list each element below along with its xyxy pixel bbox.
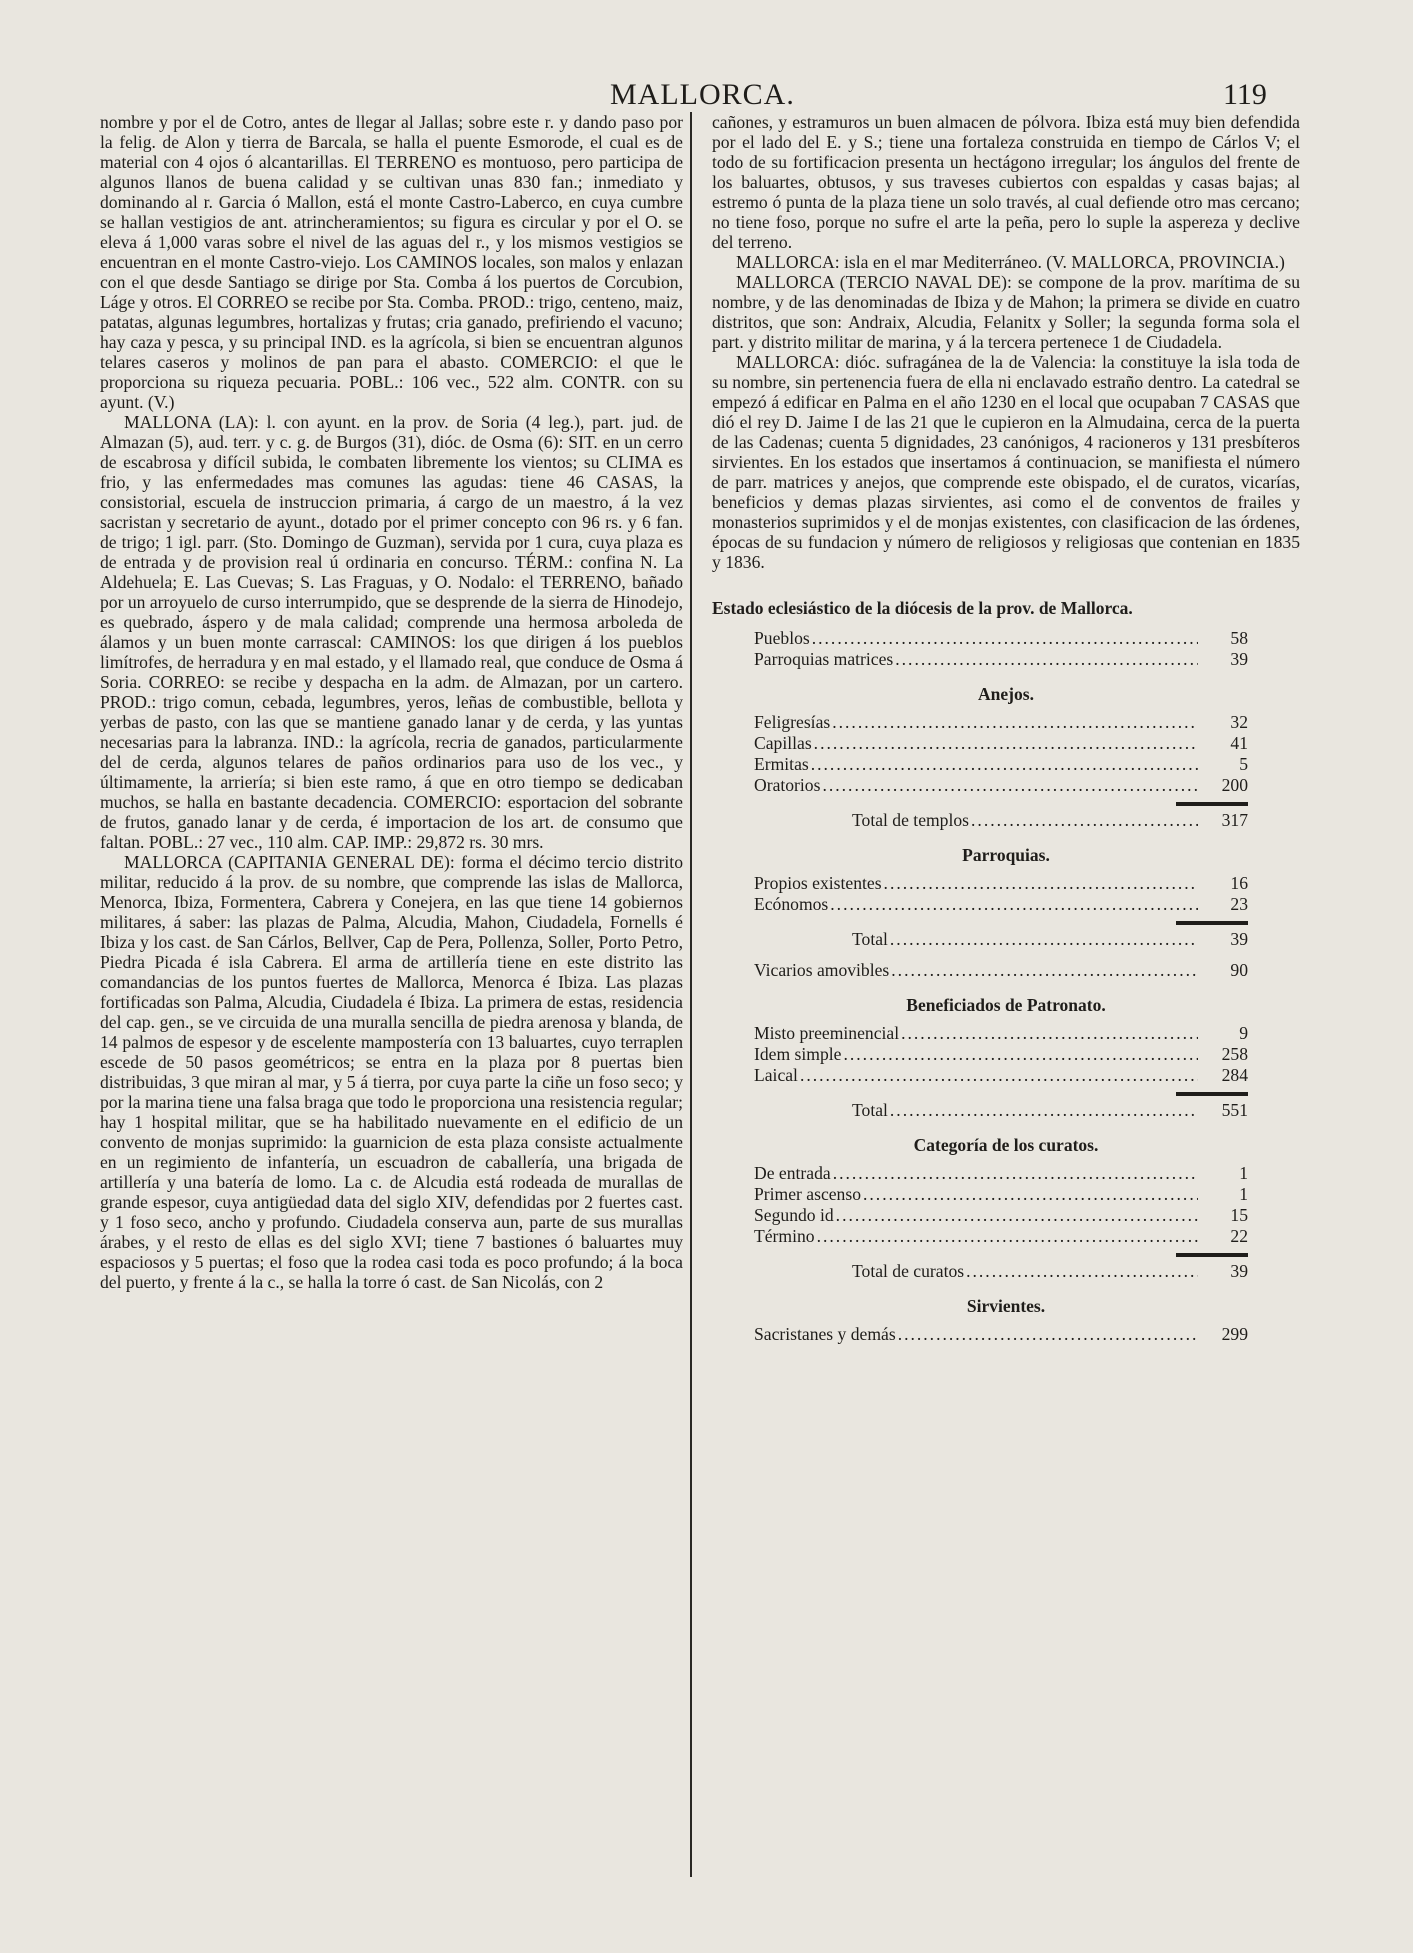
row-value: 9 — [1239, 1023, 1248, 1043]
table-row — [754, 1023, 1248, 1044]
table-row — [754, 1324, 1248, 1345]
entry-continuation-right: cañones, y estramuros un buen almacen de pólvora. Ibiza está muy bien defendida por el lado del E. y S.; tiene una fortaleza construida en tiempo de Cárlos V; el todo de su fortificacion presenta un hectágono irregular; los ángulos del frente de los baluartes, obtusos, y sus traveses cubiertos con espaldas y casas bajas; al estremo ó punta de la plaza tiene un solo través, al cual defiende otro mas cercano; no tiene foso, porque no sufre el arte la peña, pero lo suple la aspereza y declive del terreno. — [712, 112, 1300, 252]
table-row — [754, 960, 1248, 981]
right-column — [712, 112, 1300, 1345]
row-label: Vicarios amovibles — [754, 960, 890, 980]
row-label: Capillas — [754, 733, 812, 753]
table-row — [754, 628, 1248, 649]
row-value: 1 — [1239, 1184, 1248, 1204]
row-label: Feligresías — [754, 712, 831, 732]
table-row — [754, 1226, 1248, 1247]
row-label: Sacristanes y demás — [754, 1324, 896, 1344]
table-row — [754, 754, 1248, 775]
row-label: Laical — [754, 1065, 798, 1085]
row-value: 58 — [1230, 628, 1248, 648]
row-label: Propios existentes — [754, 873, 882, 893]
page-title: MALLORCA. — [610, 78, 795, 111]
total-value: 317 — [1221, 810, 1248, 830]
row-label: De entrada — [754, 1163, 831, 1183]
table-row — [754, 1065, 1248, 1086]
total-row — [852, 1100, 1248, 1121]
entry-mallorca-isla: MALLORCA: isla en el mar Mediterráneo. (V. MALLORCA, PROVINCIA.) — [736, 252, 1285, 272]
total-label: Total — [852, 929, 888, 949]
row-value: 16 — [1230, 873, 1248, 893]
row-value: 284 — [1221, 1065, 1248, 1085]
entry-mallorca-tercio-naval: MALLORCA (TERCIO NAVAL DE): se compone de la prov. marítima de su nombre, y de las denominadas de Ibiza y de Mahon; la primera se divide en cuatro distritos, que son: Andraix, Alcudia, Felanitx y Soller; la segunda forma sola el part. y distrito militar de marina, y á la tercera pertenece 1 de Ciudadela. — [712, 272, 1300, 352]
section-heading: Parroquias. — [962, 845, 1050, 865]
table-row — [754, 649, 1248, 670]
section-heading: Categoría de los curatos. — [913, 1135, 1099, 1155]
left-column — [100, 112, 683, 1292]
entry-mallona: MALLONA (LA): l. con ayunt. en la prov. de Soria (4 leg.), part. jud. de Almazan (5), aud. terr. y c. g. de Burgos (31), dióc. de Osma (6): SIT. en un cerro de escabrosa y difícil subida, le combaten libremente los vientos; su CLIMA es frio, y las enfermedades mas comunes las agudas: tiene 46 CASAS, la consistorial, escuela de instruccion primaria, á cargo de un maestro, á la vez sacristan y secretario de ayunt., dotado por el primer concepto con 96 rs. y 6 fan. de trigo; 1 igl. parr. (Sto. Domingo de Guzman), servida por 1 cura, cuya plaza es de entrada y de provision real ú ordinaria en concurso. TÉRM.: confina N. La Aldehuela; E. Las Cuevas; S. Las Fraguas, y O. Nodalo: el TERRENO, bañado por un arroyuelo de curso interrumpido, que se desprende de la sierra de Hinodejo, es quebrado, áspero y de mala calidad; comprende una hermosa arboleda de álamos y un buen monte carrascal: CAMINOS: los que dirigen á los pueblos limítrofes, de herradura y en mal estado, y el llamado real, que conduce de Osma á Soria. CORREO: se recibe y despacha en la adm. de Almazan, por un cartero. PROD.: trigo comun, cebada, legumbres, yeros, leñas de combustible, bellota y yerbas de pasto, con las que se mantiene ganado lanar y de cerda, y las yuntas necesarias para la labranza. IND.: la agrícola, recria de ganados, particularmente del de cerda, algunos telares de paños ordinarios para uso de los vec., y últimamente, la arriería; si bien este ramo, á que en otro tiempo se dedicaban muchos, se halla en bastante decadencia. COMERCIO: esportacion del sobrante de frutos, ganado lanar y de cerda, é importacion de los art. de consumo que faltan. POBL.: 27 vec., 110 alm. CAP. IMP.: 29,872 rs. 30 mrs. — [100, 412, 683, 852]
table-row — [754, 873, 1248, 894]
row-label: Idem simple — [754, 1044, 842, 1064]
entry-mallorca-capitania: MALLORCA (CAPITANIA GENERAL DE): forma el décimo tercio distrito militar, reducido á la prov. de su nombre, que comprende las islas de Mallorca, Menorca, Ibiza, Formentera, Cabrera y Conejera, en las que tiene 14 gobiernos militares, á saber: las plazas de Palma, Alcudia, Mahon, Ciudadela, Fornells é Ibiza y los cast. de San Cárlos, Bellver, Cap de Pera, Pollenza, Soller, Porto Petro, Piedra Picada é isla Cabrera. El arma de artillería tiene en este distrito las comandancias de los puntos fuertes de Mallorca, Menorca é Ibiza. Las plazas fortificadas son Palma, Alcudia, Ciudadela é Ibiza. La primera de estas, residencia del cap. gen., se ve circuida de una muralla sencilla de piedra arenosa y blanda, de 14 palmos de espesor y de escelente mampostería con 13 baluartes, cuyo terraplen escede de 50 pasos geométricos; se entra en la plaza por 8 puertas bien distribuidas, 3 que miran al mar, y 5 á tierra, por cuya parte la ciñe un foso seco; y por la marina tiene una falsa braga que todo le proporciona una resistencia regular; hay 1 hospital militar, que se ha habilitado nuevamente en el edificio de un convento de monjas suprimido: la guarnicion de esta plaza consiste actualmente en un regimiento de infantería, un escuadron de caballería, una brigada de artillería y una batería de lomo. La c. de Alcudia está rodeada de murallas de grande espesor, cuya antigüedad data del siglo XIV, defendidas por 2 fuertes cast. y 1 foso seco, ancho y profundo. Ciudadela conserva aun, parte de sus murallas árabes, y el resto de ellas es del siglo XVI; tiene 7 bastiones ó baluartes muy espaciosos y 5 puertas; el foso que la rodea casi toda es poco profundo; á la boca del puerto, y frente á la c., se halla la torre ó cast. de San Nicolás, con 2 — [100, 852, 683, 1292]
total-value: 39 — [1230, 929, 1248, 949]
total-row — [852, 810, 1248, 831]
ecclesiastical-table — [712, 598, 1300, 1345]
row-label: Primer ascenso — [754, 1184, 861, 1204]
entry-mallorca-diocesis: MALLORCA: dióc. sufragánea de la de Valencia: la constituye la isla toda de su nombre, sin pertenencia fuera de ella ni enclavado estraño dentro. La catedral se empezó á edificar en Palma en el año 1230 en el local que ocupaban 7 CASAS que dió el rey D. Jaime I de las 21 que le cupieron en la Almudaina, cerca de la puerta de las Cadenas; cuenta 5 dignidades, 23 canónigos, 4 racioneros y 131 presbíteros sirvientes. En los estados que insertamos á continuacion, se manifiesta el número de parr. matrices y anejos, que comprende este obispado, el de curatos, vicarías, beneficios y demas plazas sirvientes, asi como el de conventos de frailes y monasterios suprimidos y el de monjas existentes, con clasificacion de las órdenes, épocas de su fundacion y número de religiosos y religiosas que contenian en 1835 y 1836. — [712, 352, 1300, 572]
row-value: 15 — [1230, 1205, 1248, 1225]
page-header — [0, 78, 1413, 110]
table-row — [754, 1205, 1248, 1226]
total-row — [852, 1261, 1248, 1282]
total-label: Total — [852, 1100, 888, 1120]
table-row — [754, 1184, 1248, 1205]
table-row — [754, 733, 1248, 754]
row-value: 32 — [1230, 712, 1248, 732]
page-number: 119 — [1223, 78, 1267, 111]
row-value: 258 — [1221, 1044, 1248, 1064]
row-value: 41 — [1230, 733, 1248, 753]
section-heading: Anejos. — [978, 684, 1034, 704]
total-rule — [1176, 1253, 1248, 1257]
row-value: 299 — [1221, 1324, 1248, 1344]
total-label: Total de curatos — [852, 1261, 965, 1281]
entry-continuation-text: nombre y por el de Cotro, antes de llegar al Jallas; sobre este r. y dando paso por la felig. de Alon y tierra de Barcala, se halla el puente Esmorode, el cual es de material con 4 ojos ó alcantarillas. El TERRENO es montuoso, pero participa de algunos llanos de buena calidad y se cultivan unas 830 fan.; inmediato y dominando al r. Garcia ó Mallon, está el monte Castro-Laberco, en cuya cumbre se hallan vestigios de ant. atrincheramientos; su figura es circular y por el O. se eleva á 1,000 varas sobre el nivel de las aguas del r., y los mismos vestigios se encuentran en el monte Castro-viejo. Los CAMINOS locales, son malos y enlazan con el que desde Santiago se dirige por Sta. Comba á los puertos de Corcubion, Láge y otros. El CORREO se recibe por Sta. Comba. PROD.: trigo, centeno, maiz, patatas, algunas legumbres, hortalizas y frutas; cria ganado, prefiriendo el vacuno; hay caza y pesca, y su principal IND. es la agrícola, si bien se encuentran algunos telares caseros y molinos de pan para el abasto. COMERCIO: el que le proporciona su riqueza pecuaria. POBL.: 106 vec., 522 alm. CONTR. con su ayunt. (V.) — [100, 112, 683, 412]
total-value: 551 — [1221, 1100, 1248, 1120]
row-value: 5 — [1239, 754, 1248, 774]
row-value: 90 — [1230, 960, 1248, 980]
row-label: Misto preeminencial — [754, 1023, 900, 1043]
table-row — [754, 775, 1248, 796]
row-value: 22 — [1230, 1226, 1248, 1246]
total-rule — [1176, 921, 1248, 925]
row-value: 39 — [1230, 649, 1248, 669]
row-label: Ecónomos — [754, 894, 829, 914]
row-value: 200 — [1221, 775, 1248, 795]
row-label: Segundo id — [754, 1205, 834, 1225]
row-label: Oratorios — [754, 775, 821, 795]
section-heading: Beneficiados de Patronato. — [906, 995, 1106, 1015]
row-value: 1 — [1239, 1163, 1248, 1183]
column-divider — [690, 112, 692, 1877]
table-title: Estado eclesiástico de la diócesis de la prov. de Mallorca. — [712, 598, 1133, 618]
row-value: 23 — [1230, 894, 1248, 914]
table-row — [754, 1044, 1248, 1065]
total-rule — [1176, 1092, 1248, 1096]
row-label: Término — [754, 1226, 815, 1246]
row-label: Parroquias matrices — [754, 649, 894, 669]
total-rule — [1176, 802, 1248, 806]
total-value: 39 — [1230, 1261, 1248, 1281]
table-row — [754, 712, 1248, 733]
row-label: Ermitas — [754, 754, 809, 774]
total-label: Total de templos — [852, 810, 970, 830]
row-label: Pueblos — [754, 628, 810, 648]
total-row — [852, 929, 1248, 950]
section-heading: Sirvientes. — [966, 1296, 1046, 1316]
table-row — [754, 1163, 1248, 1184]
table-row — [754, 894, 1248, 915]
